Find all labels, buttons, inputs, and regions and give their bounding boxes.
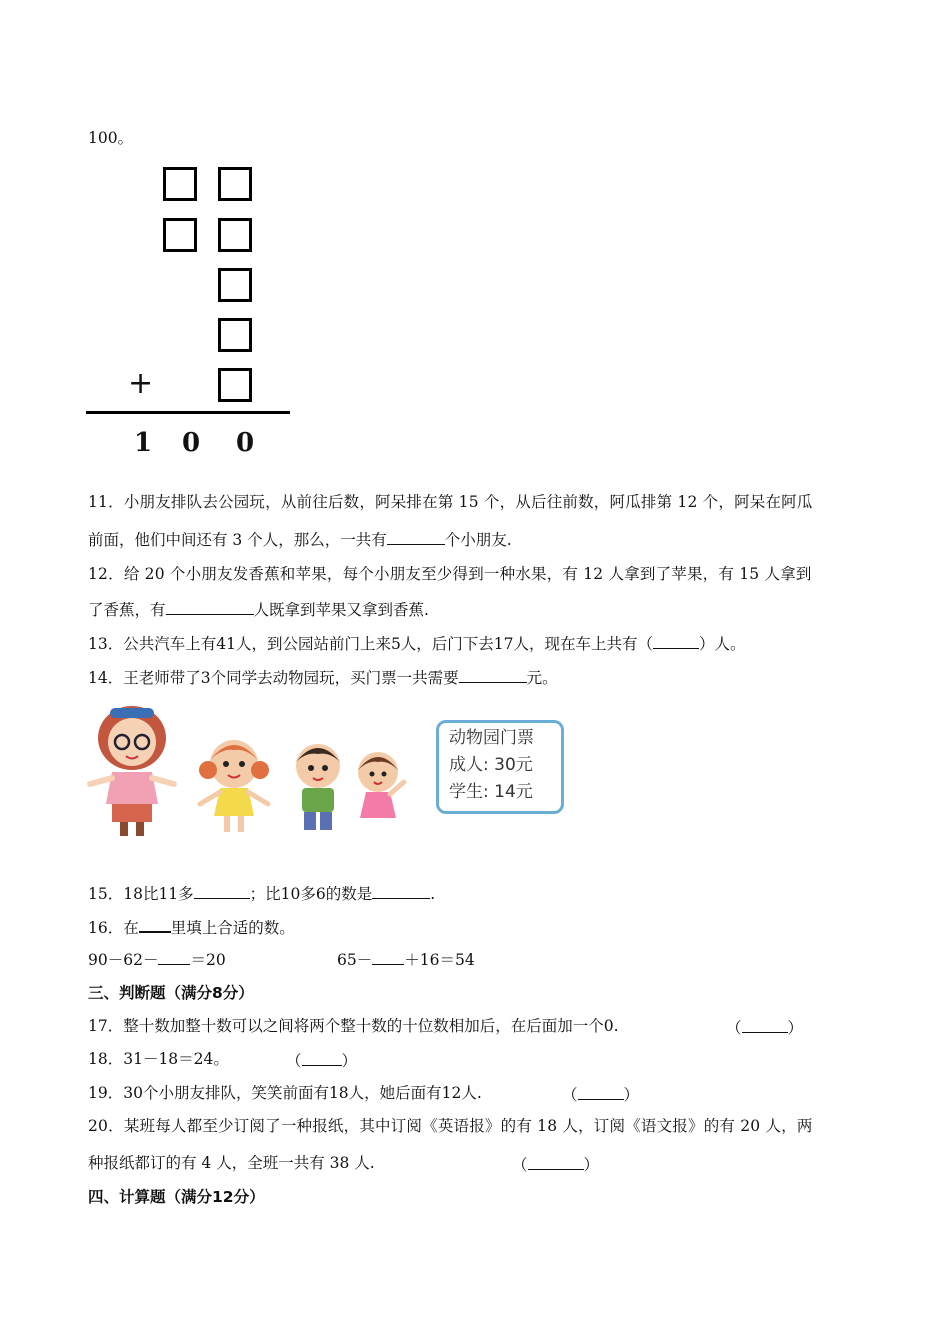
plus-sign: + bbox=[128, 366, 154, 401]
question-11-line1: 11．小朋友排队去公园玩，从前往后数，阿呆排在第 15 个，从后往前数，阿瓜排第 12 个，阿呆在阿瓜 bbox=[88, 493, 813, 511]
question-12-line1: 12．给 20 个小朋友发香蕉和苹果，每个小朋友至少得到一种水果，有 12 人拿到了苹果，有 15 人拿到 bbox=[88, 565, 812, 583]
question-17: 17．整十数加整十数可以之间将两个整十数的十位数相加后，在后面加一个0. bbox=[88, 1017, 619, 1035]
section-4-heading: 四、计算题（满分12分） bbox=[88, 1188, 265, 1206]
answer-blank[interactable] bbox=[158, 950, 190, 965]
top-text: 100。 bbox=[88, 129, 134, 147]
boy-figure bbox=[296, 744, 340, 830]
question-16-equation-2: 65－ ＋16＝54 bbox=[337, 951, 475, 969]
sum-line bbox=[86, 411, 290, 414]
question-20-line1: 20．某班每人都至少订阅了一种报纸，其中订阅《英语报》的有 18 人，订阅《语文报》的有 20 人，两 bbox=[88, 1117, 813, 1135]
question-15: 15．18比11多 ；比10多6的数是 . bbox=[88, 885, 436, 903]
girl-figure bbox=[199, 740, 269, 832]
digit-box[interactable] bbox=[163, 218, 197, 252]
question-16-equation-1: 90－62－ ＝20 bbox=[88, 951, 226, 969]
digit-box[interactable] bbox=[218, 218, 252, 252]
question-18: 18．31－18＝24。 bbox=[88, 1050, 229, 1068]
answer-blank[interactable] bbox=[653, 634, 699, 649]
question-13: 13．公共汽车上有41人，到公园站前门上来5人，后门下去17人，现在车上共有（ ）人。 bbox=[88, 635, 746, 653]
section-3-heading: 三、判断题（满分8分） bbox=[88, 984, 254, 1002]
answer-blank[interactable] bbox=[372, 884, 430, 899]
question-11-line2: 前面，他们中间还有 3 个人，那么，一共有 个小朋友. bbox=[88, 531, 512, 549]
question-16: 16．在 里填上合适的数。 bbox=[88, 919, 295, 937]
digit-box[interactable] bbox=[218, 318, 252, 352]
question-14: 14．王老师带了3个同学去动物园玩，买门票一共需要 元。 bbox=[88, 669, 558, 687]
blank-example bbox=[139, 917, 171, 933]
ticket-title: 动物园门票 bbox=[449, 728, 534, 748]
ticket-adult-price: 成人: 30元 bbox=[449, 755, 533, 775]
teacher-children-illustration bbox=[86, 700, 426, 840]
result-digit: 1 bbox=[134, 428, 153, 458]
zoo-ticket-price-sign bbox=[436, 720, 564, 814]
question-20-line2: 种报纸都订的有 4 人，全班一共有 38 人. bbox=[88, 1154, 375, 1172]
digit-box[interactable] bbox=[163, 167, 197, 201]
small-girl-figure bbox=[358, 752, 404, 818]
answer-blank[interactable] bbox=[194, 884, 250, 899]
digit-box[interactable] bbox=[218, 368, 252, 402]
judge-answer-paren[interactable]: （ ） bbox=[726, 1019, 804, 1037]
question-12-line2: 了香蕉，有 人既拿到苹果又拿到香蕉. bbox=[88, 601, 429, 619]
digit-box[interactable] bbox=[218, 268, 252, 302]
judge-answer-paren[interactable]: （ ） bbox=[512, 1156, 600, 1174]
teacher-figure bbox=[90, 706, 174, 836]
judge-answer-paren[interactable]: （ ） bbox=[562, 1086, 640, 1104]
answer-blank[interactable] bbox=[387, 530, 445, 545]
result-digit: 0 bbox=[182, 428, 201, 458]
answer-blank[interactable] bbox=[166, 600, 254, 615]
answer-blank[interactable] bbox=[459, 668, 527, 683]
answer-blank[interactable] bbox=[372, 950, 404, 965]
ticket-student-price: 学生: 14元 bbox=[449, 782, 533, 802]
result-digit: 0 bbox=[236, 428, 255, 458]
digit-box[interactable] bbox=[218, 167, 252, 201]
question-19: 19．30个小朋友排队，笑笑前面有18人，她后面有12人. bbox=[88, 1084, 482, 1102]
judge-answer-paren[interactable]: （ ） bbox=[286, 1052, 358, 1070]
